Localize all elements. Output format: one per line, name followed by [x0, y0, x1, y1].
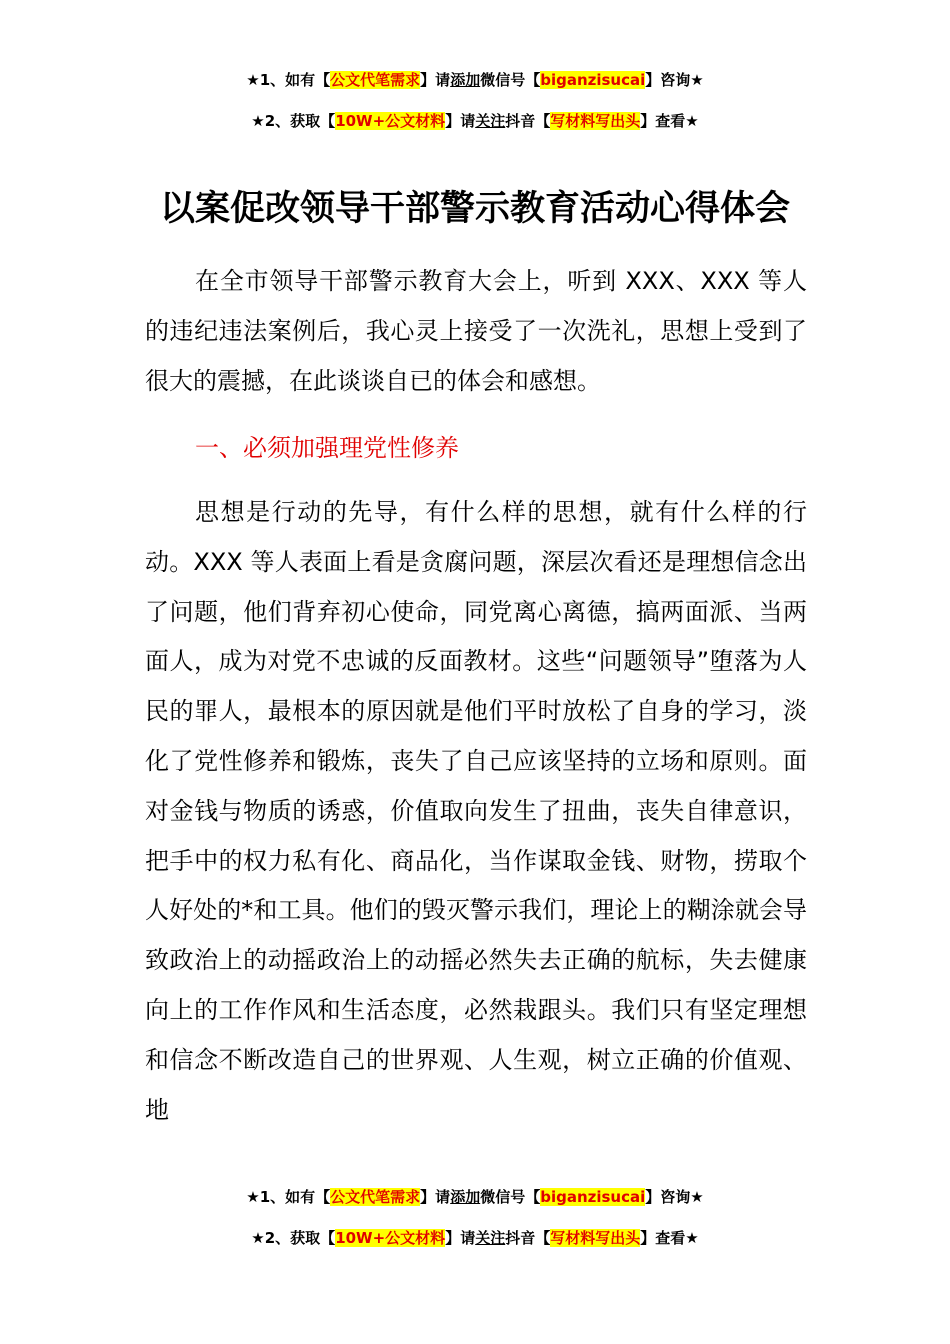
ad-text: ★2、获取【: [251, 1229, 336, 1247]
ad-line-1-top: [0, 69, 950, 91]
ad-highlight: 写材料写出头: [550, 112, 641, 130]
ad-highlight: 公文代笔需求: [330, 71, 421, 89]
ad-text: 】请: [420, 71, 451, 89]
ad-underlined-text: 关注: [475, 1229, 506, 1247]
ad-highlight: 公文代笔需求: [330, 1188, 421, 1206]
ad-text: ★2、获取【: [251, 112, 336, 130]
ad-highlight: 10W+公文材料: [335, 112, 446, 130]
ad-text: ★1、如有【: [246, 71, 331, 89]
ad-text: 】查看★: [640, 112, 699, 130]
ad-highlight: biganzisucai: [540, 71, 646, 89]
ad-line-2-bottom: [0, 1227, 950, 1249]
ad-text: 微信号【: [480, 1188, 541, 1206]
ad-text: 】请: [420, 1188, 451, 1206]
document-title: 以案促改领导干部警示教育活动心得体会: [159, 189, 790, 229]
ad-underlined-text: 添加: [450, 1188, 481, 1206]
ad-text: 】查看★: [640, 1229, 699, 1247]
intro-paragraph: 在全市领导干部警示教育大会上，听到 XXX、XXX 等人的违纪违法案例后，我心灵上接受了一次洗礼，思想上受到了很大的震撼，在此谈谈自已的体会和感想。: [145, 267, 807, 395]
ad-line-1-bottom: [0, 1186, 950, 1208]
ad-text: 抖音【: [505, 1229, 551, 1247]
ad-highlight: biganzisucai: [540, 1188, 646, 1206]
ad-line-2-top: [0, 110, 950, 132]
ad-highlight: 10W+公文材料: [335, 1229, 446, 1247]
ad-text: 】请: [445, 112, 476, 130]
body-paragraph: 思想是行动的先导，有什么样的思想，就有什么样的行动。XXX 等人表面上看是贪腐问题，深层次看还是理想信念出了问题，他们背弃初心使命，同党离心离德，搞两面派、当两面人，成为对党不忠诚的反面教材。这些“问题领导”堕落为人民的罪人，最根本的原因就是他们平时放松了自身的学习，淡化了党性修养和锻炼，丧失了自己应该坚持的立场和原则。面对金钱与物质的诱惑，价值取向发生了扭曲，丧失自律意识，把手中的权力私有化、商品化，当作谋取金钱、财物，捞取个人好处的*和工具。他们的毁灭警示我们，理论上的糊涂就会导致政治上的动摇政治上的动摇必然失去正确的航标，失去健康向上的工作作风和生活态度，必然栽跟头。我们只有坚定理想和信念不断改造自己的世界观、人生观，树立正确的价值观、地: [145, 498, 807, 1124]
ad-underlined-text: 添加: [450, 71, 481, 89]
ad-highlight: 写材料写出头: [550, 1229, 641, 1247]
ad-text: 】咨询★: [645, 71, 704, 89]
ad-underlined-text: 关注: [475, 112, 506, 130]
ad-text: 抖音【: [505, 112, 551, 130]
ad-text: 】请: [445, 1229, 476, 1247]
ad-text: 】咨询★: [645, 1188, 704, 1206]
section-heading: 一、必须加强理党性修养: [195, 434, 459, 462]
ad-text: ★1、如有【: [246, 1188, 331, 1206]
ad-text: 微信号【: [480, 71, 541, 89]
